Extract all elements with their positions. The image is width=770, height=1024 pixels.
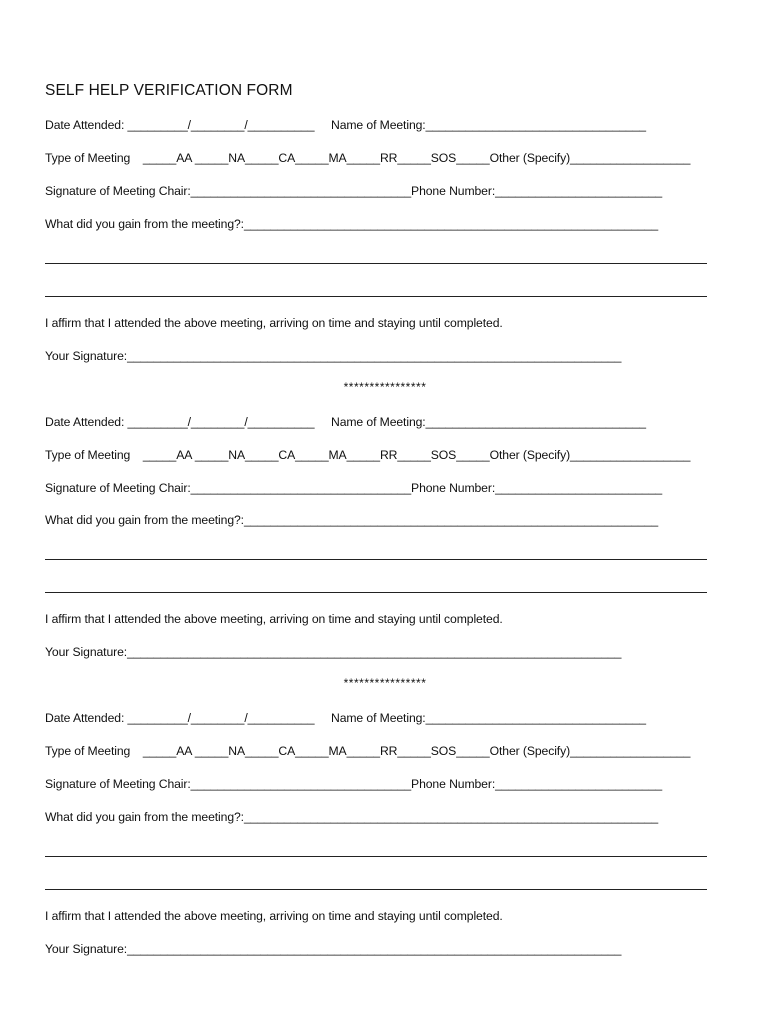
signature-chair-field[interactable]: Signature of Meeting Chair:_________________________________: [45, 777, 412, 791]
phone-number-field[interactable]: Phone Number:_________________________: [411, 481, 663, 495]
name-of-meeting-field[interactable]: Name of Meeting:_________________________________: [331, 118, 646, 132]
answer-line[interactable]: [45, 581, 707, 596]
signature-chair-row-2: [45, 481, 662, 495]
signature-chair-row-3: [45, 777, 662, 791]
section-separator: ****************: [343, 676, 427, 690]
affirm-statement-3: I affirm that I attended the above meeting, arriving on time and staying until completed.: [45, 909, 503, 923]
type-of-meeting-row-2: [45, 448, 690, 462]
type-of-meeting-label: Type of Meeting: [45, 448, 131, 462]
name-of-meeting-field[interactable]: Name of Meeting:_________________________________: [331, 711, 646, 725]
answer-line[interactable]: [45, 252, 707, 267]
phone-number-field[interactable]: Phone Number:_________________________: [411, 777, 663, 791]
affirm-statement-1: I affirm that I attended the above meeting, arriving on time and staying until completed.: [45, 316, 503, 330]
signature-chair-field[interactable]: Signature of Meeting Chair:_________________________________: [45, 184, 412, 198]
section-separator: ****************: [343, 380, 427, 394]
signature-chair-row-1: [45, 184, 662, 198]
your-signature-3[interactable]: Your Signature:__________________________________________________________________________: [45, 942, 622, 956]
phone-number-field[interactable]: Phone Number:_________________________: [411, 184, 663, 198]
answer-line[interactable]: [45, 285, 707, 300]
your-signature-1[interactable]: Your Signature:__________________________________________________________________________: [45, 349, 622, 363]
meeting-type-options[interactable]: _____AA _____NA_____CA_____MA_____RR_____SOS_____Other (Specify)__________________: [142, 448, 691, 462]
date-attended-field[interactable]: Date Attended: _________/________/__________: [45, 711, 315, 725]
gain-question-1[interactable]: What did you gain from the meeting?:______________________________________________________________: [45, 217, 659, 231]
name-of-meeting-field[interactable]: Name of Meeting:_________________________________: [331, 415, 646, 429]
type-of-meeting-label: Type of Meeting: [45, 151, 131, 165]
date-attended-row-1: [45, 118, 646, 132]
date-attended-row-3: [45, 711, 646, 725]
gain-question-3[interactable]: What did you gain from the meeting?:______________________________________________________________: [45, 810, 659, 824]
your-signature-2[interactable]: Your Signature:__________________________________________________________________________: [45, 645, 622, 659]
answer-line[interactable]: [45, 878, 707, 893]
meeting-type-options[interactable]: _____AA _____NA_____CA_____MA_____RR_____SOS_____Other (Specify)__________________: [142, 744, 691, 758]
answer-line[interactable]: [45, 845, 707, 860]
gain-question-2[interactable]: What did you gain from the meeting?:______________________________________________________________: [45, 513, 659, 527]
meeting-type-options[interactable]: _____AA _____NA_____CA_____MA_____RR_____SOS_____Other (Specify)__________________: [142, 151, 691, 165]
form-title: SELF HELP VERIFICATION FORM: [45, 82, 293, 99]
affirm-statement-2: I affirm that I attended the above meeting, arriving on time and staying until completed.: [45, 612, 503, 626]
answer-line[interactable]: [45, 548, 707, 563]
signature-chair-field[interactable]: Signature of Meeting Chair:_________________________________: [45, 481, 412, 495]
type-of-meeting-label: Type of Meeting: [45, 744, 131, 758]
type-of-meeting-row-3: [45, 744, 690, 758]
type-of-meeting-row-1: [45, 151, 690, 165]
date-attended-row-2: [45, 415, 646, 429]
date-attended-field[interactable]: Date Attended: _________/________/__________: [45, 118, 315, 132]
date-attended-field[interactable]: Date Attended: _________/________/__________: [45, 415, 315, 429]
